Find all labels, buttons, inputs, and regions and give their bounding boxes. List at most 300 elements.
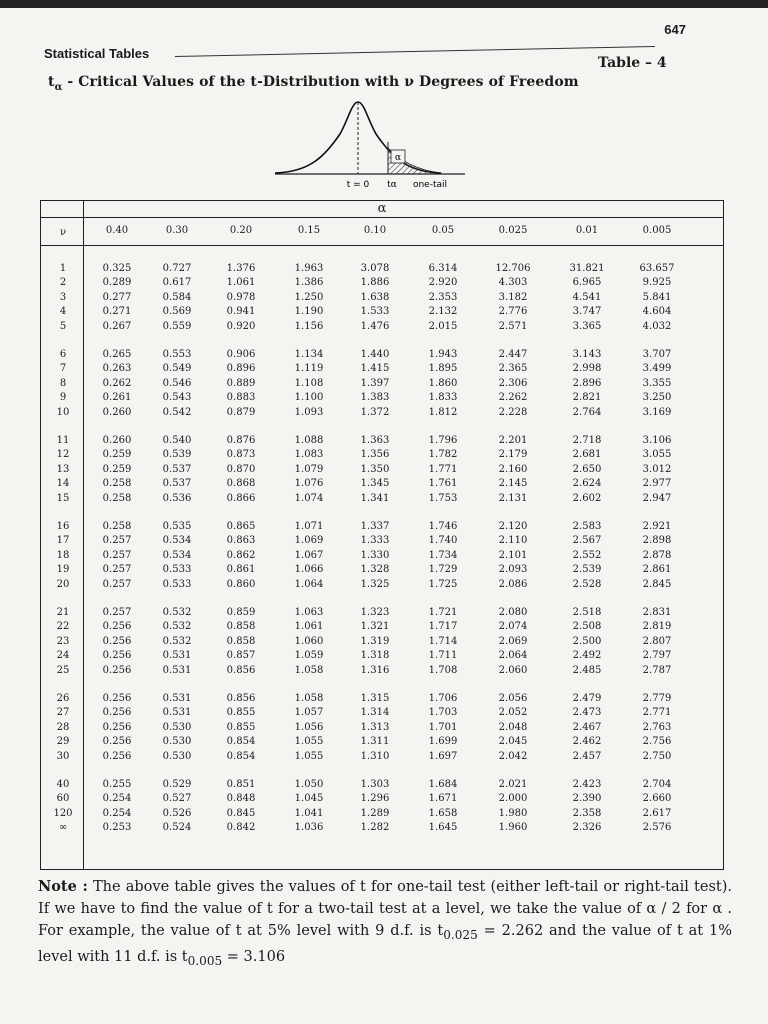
table-cell: 1.321 — [360, 621, 390, 633]
table-cell: 1.729 — [428, 564, 458, 576]
table-cell: 0.896 — [226, 363, 256, 375]
nu-value: 17 — [56, 535, 70, 547]
table-cell: 1.533 — [360, 306, 390, 318]
table-cell: 1.059 — [294, 650, 324, 662]
table-cell: 1.050 — [294, 779, 324, 790]
table-cell: 0.879 — [226, 406, 256, 418]
nu-value: 8 — [59, 377, 67, 389]
table-cell: 3.499 — [642, 363, 672, 375]
table-cell: 2.064 — [498, 650, 528, 662]
table-cell: 0.845 — [226, 807, 256, 819]
table-cell: 1.706 — [428, 693, 458, 704]
table-cell: 0.530 — [162, 750, 192, 762]
table-cell: 2.052 — [498, 707, 528, 719]
table-cell: 0.863 — [226, 535, 256, 547]
column-header: 0.05 — [431, 225, 455, 236]
nu-value: 40 — [56, 779, 70, 790]
table-cell: 2.423 — [572, 779, 602, 790]
table-cell: 1.119 — [294, 363, 324, 375]
table-cell: 2.624 — [572, 478, 602, 490]
table-cell: 0.941 — [226, 306, 256, 318]
table-cell: 2.947 — [642, 492, 672, 504]
note-text-1: The above table gives the values of t for one-tail test (either left-tail or right-tail test). If we have to find the value of t for a two-tail test at a level, we take the value of α / 2 for α . For example, the value of t at 5% level with 9 d.f. is t — [38, 879, 732, 939]
nu-header: ν — [59, 227, 67, 238]
table-cell: 2.120 — [498, 521, 528, 532]
table-cell: 1.796 — [428, 435, 458, 446]
table-cell: 2.201 — [498, 435, 528, 446]
table-cell: 6.965 — [572, 277, 602, 289]
table-cell: 0.569 — [162, 306, 192, 318]
table-cell: 2.160 — [498, 463, 528, 475]
table-cell: 2.457 — [572, 750, 602, 762]
table-cell: 0.254 — [102, 793, 132, 805]
table-cell: 0.529 — [162, 779, 192, 790]
table-cell: 1.721 — [428, 607, 458, 618]
table-cell: 0.256 — [102, 736, 132, 748]
table-cell: 1.314 — [360, 707, 390, 719]
table-cell: 1.088 — [294, 435, 324, 446]
table-label: Table – 4 — [598, 55, 667, 71]
table-cell: 2.131 — [498, 492, 528, 504]
table-cell: 1.782 — [428, 449, 458, 461]
nu-value: 6 — [59, 349, 67, 360]
table-cell: 2.000 — [498, 793, 528, 805]
table-cell: 2.797 — [642, 650, 672, 662]
table-cell: 1.356 — [360, 449, 390, 461]
table-cell: 1.345 — [360, 478, 390, 490]
alpha-header: α — [377, 201, 387, 216]
table-cell: 1.282 — [360, 822, 390, 834]
table-cell: 0.524 — [162, 822, 192, 834]
table-cell: 0.527 — [162, 793, 192, 805]
table-cell: 2.015 — [428, 320, 458, 332]
table-cell: 1.134 — [294, 349, 324, 360]
table-cell: 1.076 — [294, 478, 324, 490]
table-cell: 4.541 — [572, 291, 602, 303]
table-cell: 1.100 — [294, 392, 324, 404]
table-cell: 2.779 — [642, 693, 672, 704]
nu-value: 20 — [56, 578, 70, 590]
table-cell: 0.255 — [102, 779, 132, 790]
table-cell: 1.383 — [360, 392, 390, 404]
table-cell: 3.106 — [642, 435, 672, 446]
table-cell: 0.584 — [162, 291, 192, 303]
table-cell: 0.530 — [162, 721, 192, 733]
table-note — [38, 876, 732, 972]
table-cell: 2.080 — [498, 607, 528, 618]
table-cell: 0.253 — [102, 822, 132, 834]
table-cell: 1.328 — [360, 564, 390, 576]
table-cell: 0.534 — [162, 549, 192, 561]
header-rule — [175, 46, 655, 57]
table-cell: 1.289 — [360, 807, 390, 819]
table-cell: 0.906 — [226, 349, 256, 360]
table-cell: 2.353 — [428, 291, 458, 303]
table-cell: 0.858 — [226, 621, 256, 633]
column-header: 0.30 — [165, 225, 189, 236]
table-cell: 0.526 — [162, 807, 192, 819]
table-cell: 1.063 — [294, 607, 324, 618]
table-cell: 0.260 — [102, 435, 132, 446]
table-cell: 6.314 — [428, 263, 458, 274]
table-cell: 1.376 — [226, 263, 256, 274]
note-text-3: = 3.106 — [222, 948, 286, 965]
table-cell: 3.182 — [498, 291, 528, 303]
table-cell: 0.920 — [226, 320, 256, 332]
table-cell: 1.311 — [360, 736, 390, 748]
table-cell: 1.363 — [360, 435, 390, 446]
table-cell: 0.533 — [162, 578, 192, 590]
table-cell: 0.530 — [162, 736, 192, 748]
table-cell: 0.267 — [102, 320, 132, 332]
nu-value: 30 — [56, 750, 70, 762]
table-cell: 1.156 — [294, 320, 324, 332]
table-cell: 0.325 — [102, 263, 132, 274]
table-cell: 1.886 — [360, 277, 390, 289]
nu-value: 13 — [56, 463, 70, 475]
nu-value: 12 — [56, 449, 70, 461]
table-cell: 31.821 — [569, 263, 605, 274]
table-cell: 0.727 — [162, 263, 192, 274]
table-cell: 3.012 — [642, 463, 672, 475]
table-cell: 0.257 — [102, 535, 132, 547]
table-cell: 0.858 — [226, 635, 256, 647]
table-cell: 0.256 — [102, 707, 132, 719]
table-cell: 0.535 — [162, 521, 192, 532]
table-cell: 2.681 — [572, 449, 602, 461]
table-cell: 1.313 — [360, 721, 390, 733]
table-cell: 0.531 — [162, 707, 192, 719]
table-cell: 5.841 — [642, 291, 672, 303]
table-cell: 1.895 — [428, 363, 458, 375]
nu-value: 19 — [56, 564, 70, 576]
table-cell: 1.055 — [294, 750, 324, 762]
table-cell: 0.854 — [226, 736, 256, 748]
table-cell: 1.753 — [428, 492, 458, 504]
table-cell: 0.889 — [226, 377, 256, 389]
table-cell: 2.485 — [572, 664, 602, 676]
table-cell: 0.533 — [162, 564, 192, 576]
table-cell: 2.479 — [572, 693, 602, 704]
table-cell: 3.169 — [642, 406, 672, 418]
nu-value: 29 — [56, 736, 70, 748]
table-cell: 1.980 — [498, 807, 528, 819]
title-alpha-sub: α — [54, 82, 63, 93]
table-cell: 0.546 — [162, 377, 192, 389]
table-cell: 1.708 — [428, 664, 458, 676]
table-cell: 2.861 — [642, 564, 672, 576]
table-cell: 0.876 — [226, 435, 256, 446]
table-cell: 1.725 — [428, 578, 458, 590]
table-cell: 1.699 — [428, 736, 458, 748]
table-cell: 2.145 — [498, 478, 528, 490]
table-cell: 1.190 — [294, 306, 324, 318]
table-cell: 0.256 — [102, 721, 132, 733]
table-cell: 2.074 — [498, 621, 528, 633]
table-cell: 2.718 — [572, 435, 602, 446]
table-cell: 1.476 — [360, 320, 390, 332]
table-cell: 0.532 — [162, 621, 192, 633]
nu-value: 11 — [56, 435, 70, 446]
table-cell: 2.539 — [572, 564, 602, 576]
table-cell: 1.041 — [294, 807, 324, 819]
table-cell: 2.390 — [572, 793, 602, 805]
table-cell: 2.086 — [498, 578, 528, 590]
table-cell: 1.310 — [360, 750, 390, 762]
header-rule-bottom — [41, 245, 723, 246]
table-cell: 1.714 — [428, 635, 458, 647]
table-cell: 2.807 — [642, 635, 672, 647]
table-cell: 2.776 — [498, 306, 528, 318]
table-cell: 9.925 — [642, 277, 672, 289]
column-header: 0.025 — [498, 225, 528, 236]
table-cell: 1.386 — [294, 277, 324, 289]
table-cell: 0.854 — [226, 750, 256, 762]
table-cell: 0.851 — [226, 779, 256, 790]
table-cell: 0.842 — [226, 822, 256, 834]
table-cell: 0.856 — [226, 693, 256, 704]
alpha-label: α — [394, 153, 402, 163]
table-cell: 1.771 — [428, 463, 458, 475]
table-cell: 4.303 — [498, 277, 528, 289]
table-cell: 1.064 — [294, 578, 324, 590]
table-cell: 3.055 — [642, 449, 672, 461]
table-cell: 2.045 — [498, 736, 528, 748]
table-cell: 1.341 — [360, 492, 390, 504]
table-cell: 2.447 — [498, 349, 528, 360]
table-cell: 2.473 — [572, 707, 602, 719]
column-header: 0.40 — [105, 225, 129, 236]
table-cell: 1.330 — [360, 549, 390, 561]
table-cell: 1.323 — [360, 607, 390, 618]
table-cell: 0.868 — [226, 478, 256, 490]
table-cell: 2.500 — [572, 635, 602, 647]
table-cell: 0.866 — [226, 492, 256, 504]
table-cell: 1.296 — [360, 793, 390, 805]
table-cell: 2.048 — [498, 721, 528, 733]
nu-value: 25 — [56, 664, 70, 676]
table-cell: 2.262 — [498, 392, 528, 404]
table-cell: 0.865 — [226, 521, 256, 532]
table-cell: 0.855 — [226, 721, 256, 733]
table-cell: 2.602 — [572, 492, 602, 504]
column-header: 0.20 — [229, 225, 253, 236]
nu-value: 10 — [56, 406, 70, 418]
table-cell: 2.571 — [498, 320, 528, 332]
table-cell: 2.228 — [498, 406, 528, 418]
table-cell: 1.074 — [294, 492, 324, 504]
table-cell: 1.083 — [294, 449, 324, 461]
table-cell: 1.058 — [294, 693, 324, 704]
table-cell: 1.067 — [294, 549, 324, 561]
nu-value: 3 — [59, 291, 67, 303]
nu-value: 18 — [56, 549, 70, 561]
table-cell: 2.060 — [498, 664, 528, 676]
table-cell: 1.333 — [360, 535, 390, 547]
column-header: 0.15 — [297, 225, 321, 236]
table-cell: 2.042 — [498, 750, 528, 762]
table-cell: 1.658 — [428, 807, 458, 819]
table-cell: 0.537 — [162, 463, 192, 475]
table-cell: 2.845 — [642, 578, 672, 590]
nu-column-rule — [83, 201, 84, 869]
table-cell: 1.440 — [360, 349, 390, 360]
nu-value: 5 — [59, 320, 67, 332]
table-cell: 2.896 — [572, 377, 602, 389]
table-cell: 0.265 — [102, 349, 132, 360]
nu-value: 60 — [56, 793, 70, 805]
page-number: 647 — [664, 22, 686, 37]
table-cell: 1.056 — [294, 721, 324, 733]
table-cell: 2.998 — [572, 363, 602, 375]
table-cell: 0.262 — [102, 377, 132, 389]
table-cell: 3.707 — [642, 349, 672, 360]
header-rule-top — [41, 217, 723, 218]
table-cell: 2.650 — [572, 463, 602, 475]
table-cell: 2.831 — [642, 607, 672, 618]
table-cell: 2.771 — [642, 707, 672, 719]
table-cell: 1.057 — [294, 707, 324, 719]
table-cell: 0.860 — [226, 578, 256, 590]
table-cell: 0.549 — [162, 363, 192, 375]
table-cell: 0.260 — [102, 406, 132, 418]
nu-value: 2 — [59, 277, 67, 289]
nu-value: 14 — [56, 478, 70, 490]
table-cell: 2.093 — [498, 564, 528, 576]
one-tail-label: one-tail — [412, 180, 448, 190]
table-cell: 12.706 — [495, 263, 531, 274]
table-cell: 0.256 — [102, 635, 132, 647]
table-cell: 0.256 — [102, 693, 132, 704]
table-cell: 63.657 — [639, 263, 675, 274]
nu-value: 9 — [59, 392, 67, 404]
title-t: t — [48, 74, 55, 90]
table-cell: 1.645 — [428, 822, 458, 834]
table-cell: 2.567 — [572, 535, 602, 547]
table-cell: 0.534 — [162, 535, 192, 547]
table-cell: 0.978 — [226, 291, 256, 303]
table-cell: 2.462 — [572, 736, 602, 748]
table-cell: 0.531 — [162, 664, 192, 676]
table-cell: 1.058 — [294, 664, 324, 676]
table-cell: 3.078 — [360, 263, 390, 274]
table-cell: 2.898 — [642, 535, 672, 547]
table-cell: 0.256 — [102, 650, 132, 662]
table-cell: 0.542 — [162, 406, 192, 418]
table-cell: 0.540 — [162, 435, 192, 446]
title-text: - Critical Values of the t-Distribution with ν Degrees of Freedom — [67, 74, 579, 90]
table-cell: 1.250 — [294, 291, 324, 303]
table-cell: 2.467 — [572, 721, 602, 733]
table-cell: 1.036 — [294, 822, 324, 834]
nu-value: 7 — [59, 363, 67, 375]
table-cell: 0.559 — [162, 320, 192, 332]
table-cell: 0.256 — [102, 664, 132, 676]
table-cell: 0.539 — [162, 449, 192, 461]
table-cell: 2.552 — [572, 549, 602, 561]
table-cell: 0.271 — [102, 306, 132, 318]
table-cell: 1.963 — [294, 263, 324, 274]
table-cell: 2.660 — [642, 793, 672, 805]
table-cell: 0.855 — [226, 707, 256, 719]
table-cell: 2.583 — [572, 521, 602, 532]
table-cell: 0.258 — [102, 478, 132, 490]
nu-value: 22 — [56, 621, 70, 633]
table-cell: 0.553 — [162, 349, 192, 360]
table-cell: 0.257 — [102, 607, 132, 618]
table-cell: 1.055 — [294, 736, 324, 748]
table-cell: 1.960 — [498, 822, 528, 834]
table-cell: 0.256 — [102, 621, 132, 633]
table-cell: 1.318 — [360, 650, 390, 662]
table-cell: 2.977 — [642, 478, 672, 490]
t-alpha-label: tα — [387, 180, 397, 190]
table-cell: 1.761 — [428, 478, 458, 490]
table-cell: 0.257 — [102, 578, 132, 590]
table-cell: 0.870 — [226, 463, 256, 475]
note-label: Note : — [38, 878, 88, 895]
table-cell: 2.617 — [642, 807, 672, 819]
table-cell: 2.704 — [642, 779, 672, 790]
table-cell: 3.355 — [642, 377, 672, 389]
table-cell: 1.319 — [360, 635, 390, 647]
table-cell: 1.325 — [360, 578, 390, 590]
table-cell: 3.250 — [642, 392, 672, 404]
table-cell: 2.878 — [642, 549, 672, 561]
table-cell: 0.543 — [162, 392, 192, 404]
table-cell: 1.684 — [428, 779, 458, 790]
table-cell: 0.259 — [102, 463, 132, 475]
table-cell: 2.764 — [572, 406, 602, 418]
table-cell: 0.256 — [102, 750, 132, 762]
table-cell: 0.289 — [102, 277, 132, 289]
table-cell: 0.857 — [226, 650, 256, 662]
table-cell: 2.528 — [572, 578, 602, 590]
table-cell: 0.532 — [162, 607, 192, 618]
table-cell: 1.071 — [294, 521, 324, 532]
table-cell: 1.350 — [360, 463, 390, 475]
table-cell: 0.261 — [102, 392, 132, 404]
table-cell: 1.638 — [360, 291, 390, 303]
table-cell: 2.110 — [498, 535, 528, 547]
table-cell: 1.108 — [294, 377, 324, 389]
table-cell: 2.179 — [498, 449, 528, 461]
table-cell: 4.032 — [642, 320, 672, 332]
table-cell: 0.848 — [226, 793, 256, 805]
table-cell: 2.508 — [572, 621, 602, 633]
table-cell: 3.747 — [572, 306, 602, 318]
table-cell: 1.045 — [294, 793, 324, 805]
nu-value: 24 — [56, 650, 70, 662]
table-cell: 1.860 — [428, 377, 458, 389]
table-cell: 2.306 — [498, 377, 528, 389]
column-header: 0.01 — [575, 225, 599, 236]
table-cell: 3.365 — [572, 320, 602, 332]
table-cell: 2.358 — [572, 807, 602, 819]
table-cell: 2.101 — [498, 549, 528, 561]
table-cell: 1.061 — [226, 277, 256, 289]
table-cell: 1.833 — [428, 392, 458, 404]
table-cell: 0.254 — [102, 807, 132, 819]
table-cell: 2.021 — [498, 779, 528, 790]
table-cell: 1.812 — [428, 406, 458, 418]
table-cell: 0.532 — [162, 635, 192, 647]
nu-value: 27 — [56, 707, 70, 719]
column-header: 0.005 — [642, 225, 672, 236]
table-cell: 1.061 — [294, 621, 324, 633]
table-cell: 0.257 — [102, 549, 132, 561]
table-cell: 0.617 — [162, 277, 192, 289]
